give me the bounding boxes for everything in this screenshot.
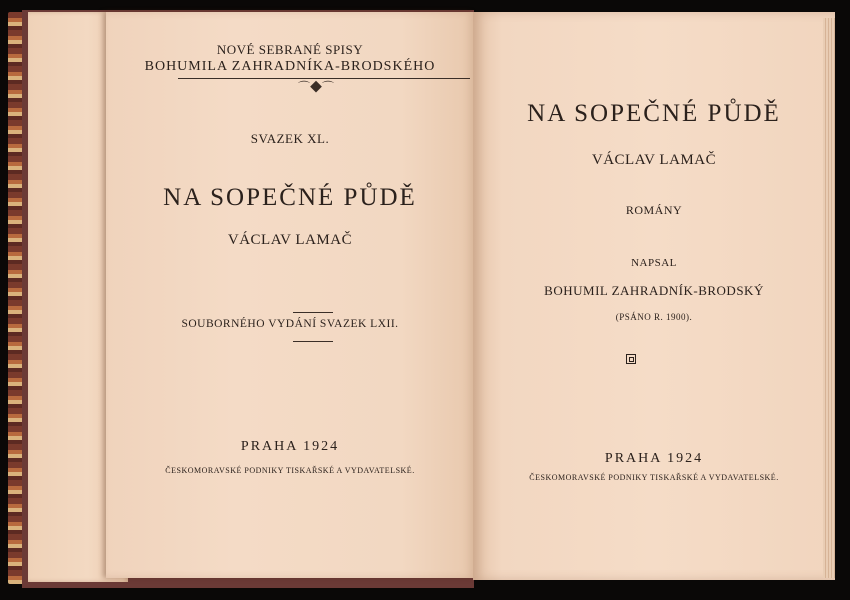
square-mark-icon (626, 354, 636, 364)
divider-bottom (293, 341, 333, 342)
collected-volume: SOUBORNÉHO VYDÁNÍ SVAZEK LXII. (181, 318, 399, 330)
half-title-subtitle: VÁCLAV LAMAČ (227, 232, 353, 248)
title-page-subtitle: VÁCLAV LAMAČ (591, 152, 717, 168)
title-imprint-publisher: ČESKOMORAVSKÉ PODNIKY TISKAŘSKÉ A VYDAVATELSKÉ. (529, 473, 779, 482)
series-title-line2: BOHUMILA ZAHRADNÍKA-BRODSKÉHO (144, 59, 436, 74)
title-imprint-place-year: PRAHA 1924 (604, 451, 704, 466)
written-year: (PSÁNO R. 1900). (615, 312, 693, 322)
series-title-line1: NOVÉ SEBRANÉ SPISY (216, 42, 364, 57)
divider-top (293, 312, 333, 313)
volume-number: SVAZEK XL. (250, 131, 330, 146)
ornament-icon: ⌒◆⌒ (297, 80, 334, 94)
title-page-title: NA SOPEČNÉ PŮDĚ (527, 100, 781, 127)
author-name: BOHUMIL ZAHRADNÍK-BRODSKÝ (544, 283, 764, 298)
genre: ROMÁNY (625, 203, 683, 217)
written-by-label: NAPSAL (631, 257, 677, 269)
left-page (106, 12, 474, 578)
imprint-place-year: PRAHA 1924 (240, 439, 340, 454)
imprint-publisher: ČESKOMORAVSKÉ PODNIKY TISKAŘSKÉ A VYDAVATELSKÉ. (165, 466, 415, 475)
half-title: NA SOPEČNÉ PŮDĚ (163, 184, 417, 211)
